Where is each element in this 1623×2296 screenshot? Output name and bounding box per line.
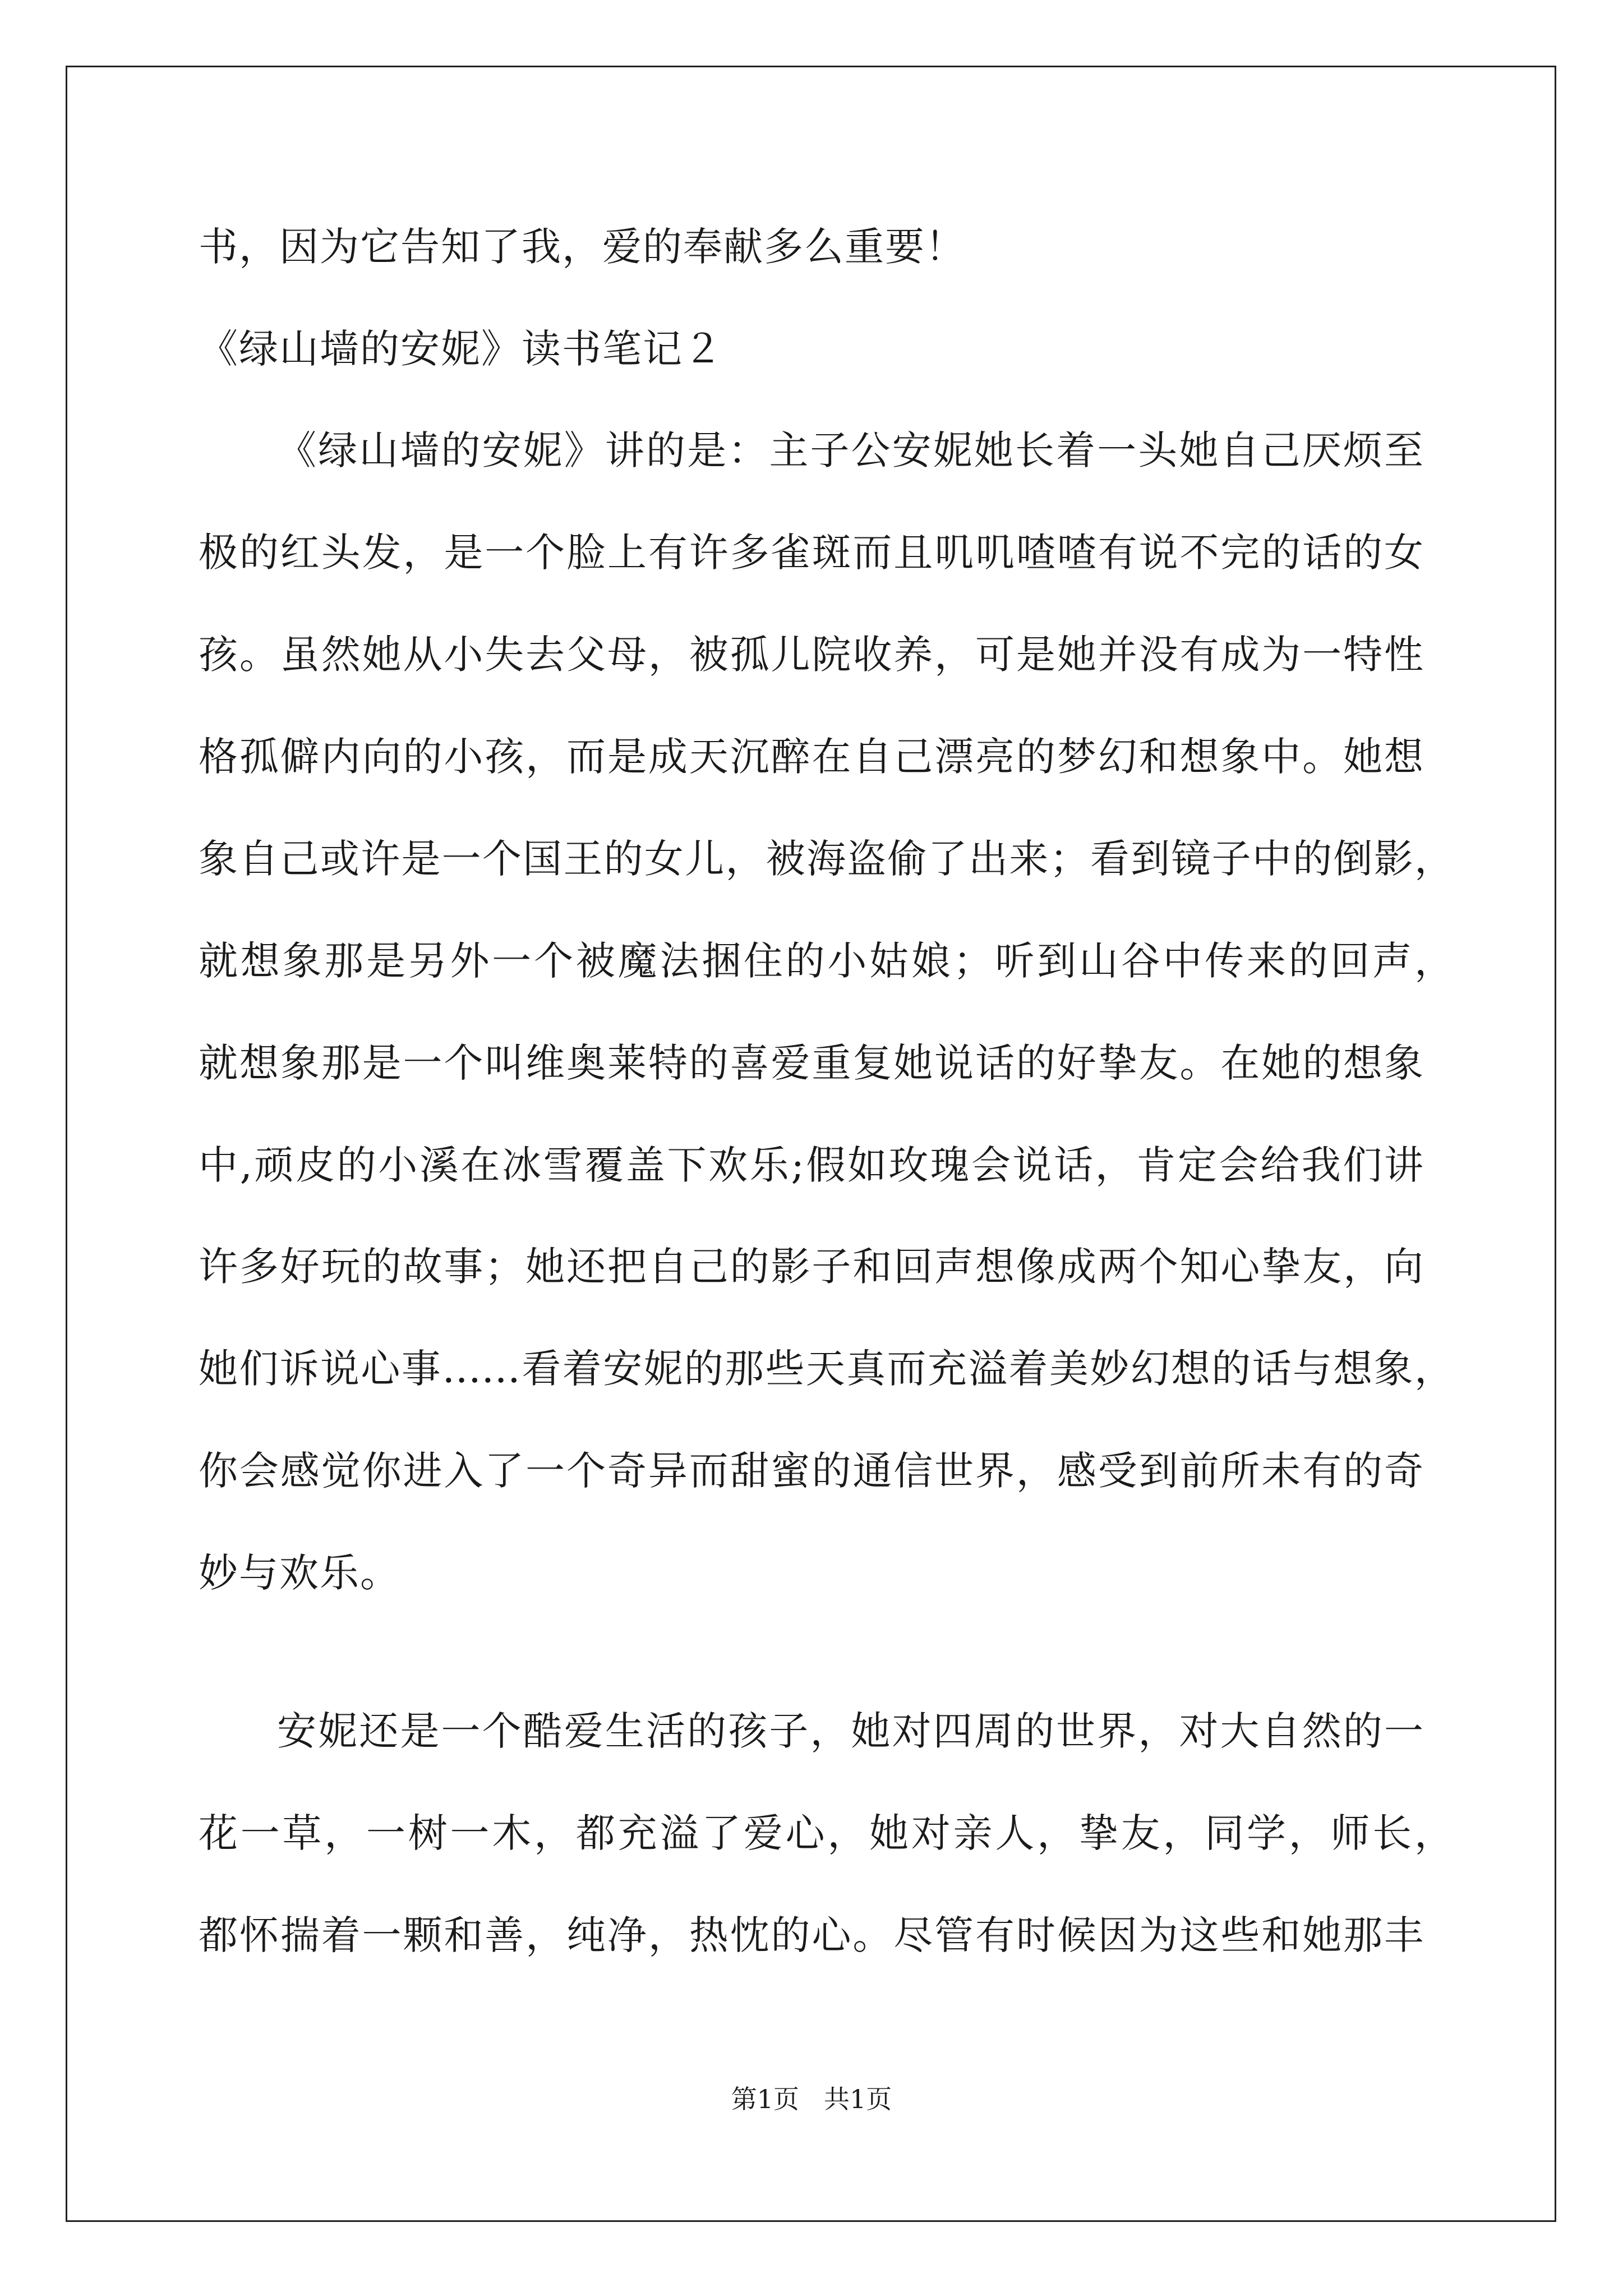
page-footer (0, 2082, 1623, 2116)
text-line-1: 书，因为它告知了我，爱的奉献多么重要！ (199, 224, 966, 270)
paragraph-2-line-2: 花一草，一树一木，都充溢了爱心，她对亲人，挚友，同学，师长， (199, 1810, 1454, 1856)
paragraph-1-line-9: 许多好玩的故事；她还把自己的影子和回声想像成两个知心挚友，向 (199, 1244, 1423, 1290)
paragraph-1-line-2: 极的红头发，是一个脸上有许多雀斑而且叽叽喳喳有说不完的话的女 (199, 530, 1423, 576)
section-heading: 《绿山墙的安妮》读书笔记２ (199, 326, 723, 372)
paragraph-1-line-11: 你会感觉你进入了一个奇异而甜蜜的通信世界，感受到前所未有的奇 (199, 1448, 1423, 1494)
paragraph-1-line-7: 就想象那是一个叫维奥莱特的喜爱重复她说话的好挚友。在她的想象 (199, 1040, 1423, 1086)
paragraph-1-line-1: 《绿山墙的安妮》讲的是：主子公安妮她长着一头她自己厌烦至 (277, 427, 1423, 473)
paragraph-2-line-3: 都怀揣着一颗和善，纯净，热忱的心。尽管有时候因为这些和她那丰 (199, 1912, 1423, 1958)
paragraph-1-line-10: 她们诉说心事……看着安妮的那些天真而充溢着美妙幻想的话与想象， (199, 1346, 1454, 1392)
page-total: 共1页 (823, 2084, 892, 2114)
paragraph-1-line-8: 中,顽皮的小溪在冰雪覆盖下欢乐;假如玫瑰会说话，肯定会给我们讲 (199, 1142, 1423, 1188)
paragraph-2-line-1: 安妮还是一个酷爱生活的孩子，她对四周的世界，对大自然的一 (277, 1708, 1423, 1754)
paragraph-1-line-3: 孩。虽然她从小失去父母，被孤儿院收养，可是她并没有成为一特性 (199, 632, 1423, 678)
page-number: 第1页 (731, 2084, 800, 2114)
paragraph-1-line-4: 格孤僻内向的小孩，而是成天沉醉在自己漂亮的梦幻和想象中。她想 (199, 734, 1423, 780)
paragraph-1-line-6: 就想象那是另外一个被魔法捆住的小姑娘；听到山谷中传来的回声， (199, 938, 1454, 984)
paragraph-1-line-12: 妙与欢乐。 (199, 1550, 400, 1596)
paragraph-1-line-5: 象自己或许是一个国王的女儿，被海盗偷了出来；看到镜子中的倒影， (199, 836, 1454, 882)
